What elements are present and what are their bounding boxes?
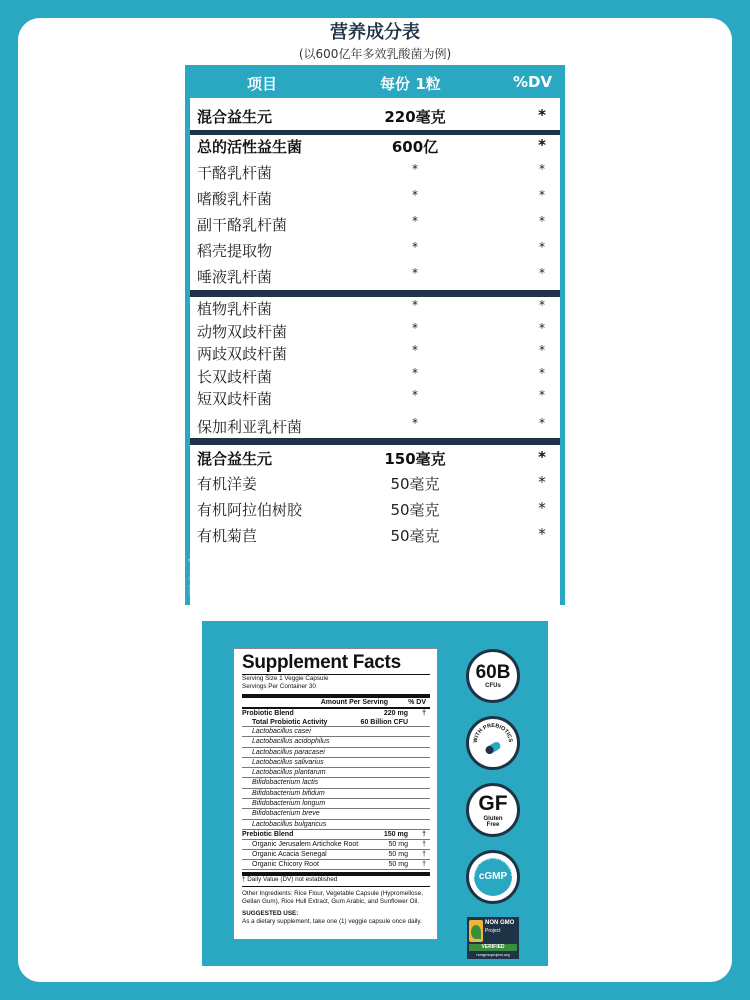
gluten-free-badge-icon: GF Gluten Free [466, 783, 520, 837]
row-divider [190, 438, 560, 445]
cfu-badge-icon: 60B CFUs [466, 649, 520, 703]
non-gmo-badge-icon: NON GMO Project VERIFIED nongmoproject.org [467, 917, 519, 959]
header-dv: %DV [513, 73, 553, 91]
strain-row: Bifidobacterium breve [242, 809, 430, 819]
other-ingredients: 其他成分：米粉，植物胶囊（羟丙纤维素，结冷胶），稻壳提取物，阿拉伯胶，向日葵油。 [188, 571, 553, 596]
servings-per-container: Servings Per Container 30 [242, 683, 316, 690]
strain-row: Lactobacillus acidophilus [242, 737, 430, 747]
nutrition-table-panel [185, 65, 565, 605]
strain-row: Lactobacillus salivarius [242, 758, 430, 768]
strain-row: Bifidobacterium bifidum [242, 789, 430, 799]
header-item: 项目 [247, 75, 278, 93]
total-activity-row: Total Probiotic Activity 60 Billion CFU [242, 718, 430, 727]
prebiotic-row: Organic Chicory Root 50 mg † [242, 860, 430, 870]
supplement-facts-title: Supplement Facts [242, 652, 401, 673]
suggested-use-text: As a dietary supplement, take one (1) veggie capsule once daily. [242, 917, 422, 925]
dv-note: † Daily Value (DV) not established [242, 875, 338, 883]
row-divider [190, 130, 560, 135]
row-divider [190, 290, 560, 297]
nutrition-table: 混合益生元 220毫克 * 总的活性益生菌 600亿 * 干酪乳杆菌 * * 嗜酸乳杆菌 * * 副干酪乳杆菌 * * 稻壳提取物 * * 唾液乳杆菌 * * 植物乳杆菌 * * 动物双歧杆菌 * * 两歧双歧杆菌 * * 长双歧杆菌 * * 短双歧杆菌 * * 保加利亚乳杆菌 * * 混合益生元 150毫克 * 有机洋姜 50毫克 * 有机阿拉伯树胶 50毫克 * 有机菊苣 50毫克 * [190, 98, 560, 613]
serving-size: Serving Size 1 Veggie Capsule [242, 675, 329, 682]
table-footnotes [186, 556, 566, 598]
prebiotics-badge-icon [466, 716, 520, 770]
prebiotic-row: Organic Jerusalem Artichoke Root 50 mg † [242, 840, 430, 850]
svg-text:WITH PREBIOTICS: WITH PREBIOTICS [472, 722, 514, 744]
strain-row: Lactobacillus bulgaricus [242, 820, 430, 830]
header-per-serving: 每份 1粒 [380, 75, 441, 93]
page-subtitle: (以600亿年多效乳酸菌为例) [298, 47, 452, 61]
amount-header-row: Amount Per Serving % DV [320, 699, 426, 706]
supplement-facts-panel [233, 648, 438, 940]
cgmp-badge-icon: GOOD MANUFACTURING PR cGMP [466, 850, 520, 904]
strain-row: Bifidobacterium longum [242, 799, 430, 809]
svg-text:GOOD MANUFACTURING PRACTICE: GOOD MANUFACTURING PR [470, 854, 516, 878]
strain-row: Bifidobacterium lactis [242, 778, 430, 788]
certification-badges [464, 649, 522, 959]
strain-row: Lactobacillus casei [242, 727, 430, 737]
page-title: 营养成分表 [330, 22, 420, 43]
probiotic-blend-row: Probiotic Blend 220 mg † [242, 710, 426, 717]
dv-footnote: ** 日需量（DV）未确定。 [188, 557, 306, 568]
label-other-ingredients: Other Ingredients: Rice Flour, Vegetable Capsule (Hypromellose, Gellan Gum), Rice Hull Extract, Gum Arabic, and Sunflower Oil. [242, 889, 423, 905]
table-header [185, 65, 565, 98]
strain-row: Lactobacillus paracasei [242, 748, 430, 758]
supplement-label-image [202, 621, 548, 966]
strain-row: Lactobacillus plantarum [242, 768, 430, 778]
prebiotic-row: Organic Acacia Senegal 50 mg † [242, 850, 430, 860]
prebiotic-blend-row: Prebiotic Blend 150 mg † [242, 830, 430, 840]
suggested-use-title: SUGGESTED USE: [242, 909, 299, 917]
